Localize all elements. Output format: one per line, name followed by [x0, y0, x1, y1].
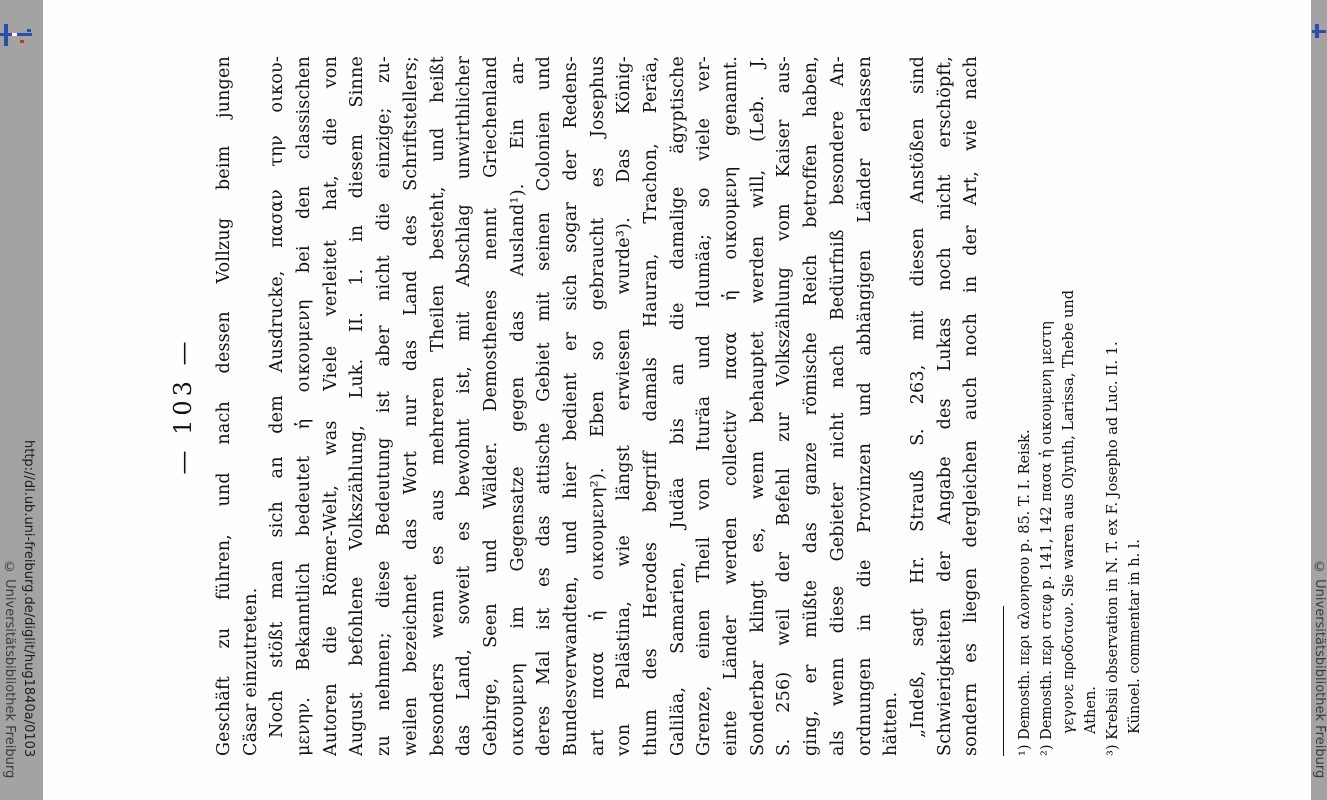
copyright-right: © Universitätsbibliothek Freiburg: [1312, 560, 1327, 779]
text-line: Grenze, einen Theil von Ituräa und Idumäa; so viele ver-: [694, 56, 715, 756]
text-line: S. 256) weil der Befehl zur Volkszählung vom Kaiser aus-: [774, 56, 795, 756]
text-line: sondern es liegen dergleichen auch noch in der Art, wie nach: [961, 56, 982, 756]
rotated-page-content: [163, 56, 1203, 756]
page-body: [203, 56, 985, 756]
text-line: Cäsar einzutreten.: [240, 587, 261, 756]
text-line: von Palästina, wie längst erwiesen wurde³). Das König-: [614, 56, 635, 756]
text-line: Autoren die Römer-Welt, was Viele verleitet hat, die von: [320, 56, 341, 756]
copyright-left: © Universitätsbibliothek Freiburg: [2, 560, 17, 779]
library-logo-icon[interactable]: [0, 20, 34, 50]
footnote: ²) Demosth. περι στεφ p. 141, 142 πασα ἡ οικουμενη μεστη: [1038, 321, 1055, 756]
text-line: Noch stößt man sich an dem Ausdrucke, πασαν την οικου-: [267, 56, 288, 738]
text-line: besonders wenn es aus mehreren Theilen besteht, und heißt: [427, 56, 448, 756]
text-line: „Indeß, sagt Hr. Strauß S. 263, mit diesen Anstößen sind: [907, 56, 928, 738]
text-line: als wenn diese Gebieter nicht nach Bedürfniß besondere An-: [827, 56, 848, 756]
footnote-separator: [1003, 606, 1004, 756]
page-number: — 103 —: [169, 337, 197, 475]
text-line: Geschäft zu führen, und nach dessen Vollzug beim jungen: [214, 56, 234, 756]
text-line: ging, er müßte das ganze römische Reich betroffen haben,: [801, 56, 822, 756]
scanned-page: [43, 0, 1311, 800]
text-line: deres Mal ist es das attische Gebiet mit seinen Colonien und: [534, 56, 555, 756]
text-line: zu nehmen; diese Bedeutung ist aber nicht die einzige; zu-: [374, 56, 395, 756]
text-line: Sonderbar klingt es, wenn behauptet werden will, (Leb. J.: [747, 56, 768, 756]
footnote-continuation: Athen.: [1082, 686, 1099, 734]
footnotes: [1014, 56, 1146, 756]
text-line: weilen bezeichnet das Wort nur das Land des Schriftstellers;: [400, 56, 421, 756]
text-line: August befohlene Volkszählung, Luk. II. 1. in diesem Sinne: [347, 56, 368, 756]
text-line: art πασα ἡ οικουμενη²). Eben so gebraucht es Josephus: [587, 56, 608, 756]
text-line: einte Länder werden collectiv πασα ἡ οικουμενη genannt.: [721, 56, 742, 756]
text-line: οικουμενη im Gegensatze gegen das Ausland¹). Ein an-: [507, 56, 528, 756]
text-line: Bundesverwandten, und hier bedient er sich sogar der Redens-: [560, 56, 581, 756]
text-line: das Land, soweit es bewohnt ist, mit Abschlag unwirthlicher: [454, 56, 475, 756]
text-line: hätten.: [881, 691, 902, 756]
text-line: Gebirge, Seen und Wälder. Demosthenes nennt Griechenland: [480, 56, 501, 756]
text-line: Galiläa, Samarien, Judäa bis an die damalige ägyptische: [667, 56, 688, 756]
library-logo-right-icon[interactable]: [1312, 24, 1326, 40]
text-line: thum des Herodes begriff damals Hauran, Trachon, Peräa,: [641, 56, 661, 756]
footnote: ³) Krebsii observation in N. T. ex F. Josepho ad Luc. II. 1.: [1104, 341, 1121, 756]
page-url[interactable]: http://dl.ub.uni-freiburg.de/diglit/hug1840a/0103: [21, 440, 36, 758]
footnote: ¹) Demosth. περι αλονησου p. 85. T. I. Reisk.: [1016, 429, 1033, 756]
footnote-continuation: Künoel. commentar in h. l.: [1126, 538, 1143, 734]
text-line: ordnungen in die Provinzen und abhängigen Länder erlassen: [854, 56, 875, 756]
footnote-continuation: γεγονε προδοτων. Sie waren aus Olynth, Larissa, Thebe und: [1060, 290, 1077, 734]
text-line: Schwierigkeiten der Angabe des Lukas noch nicht erschöpft,: [934, 56, 955, 756]
text-line: μενην. Bekanntlich bedeutet ἡ οικουμενη bei den classischen: [294, 56, 315, 756]
